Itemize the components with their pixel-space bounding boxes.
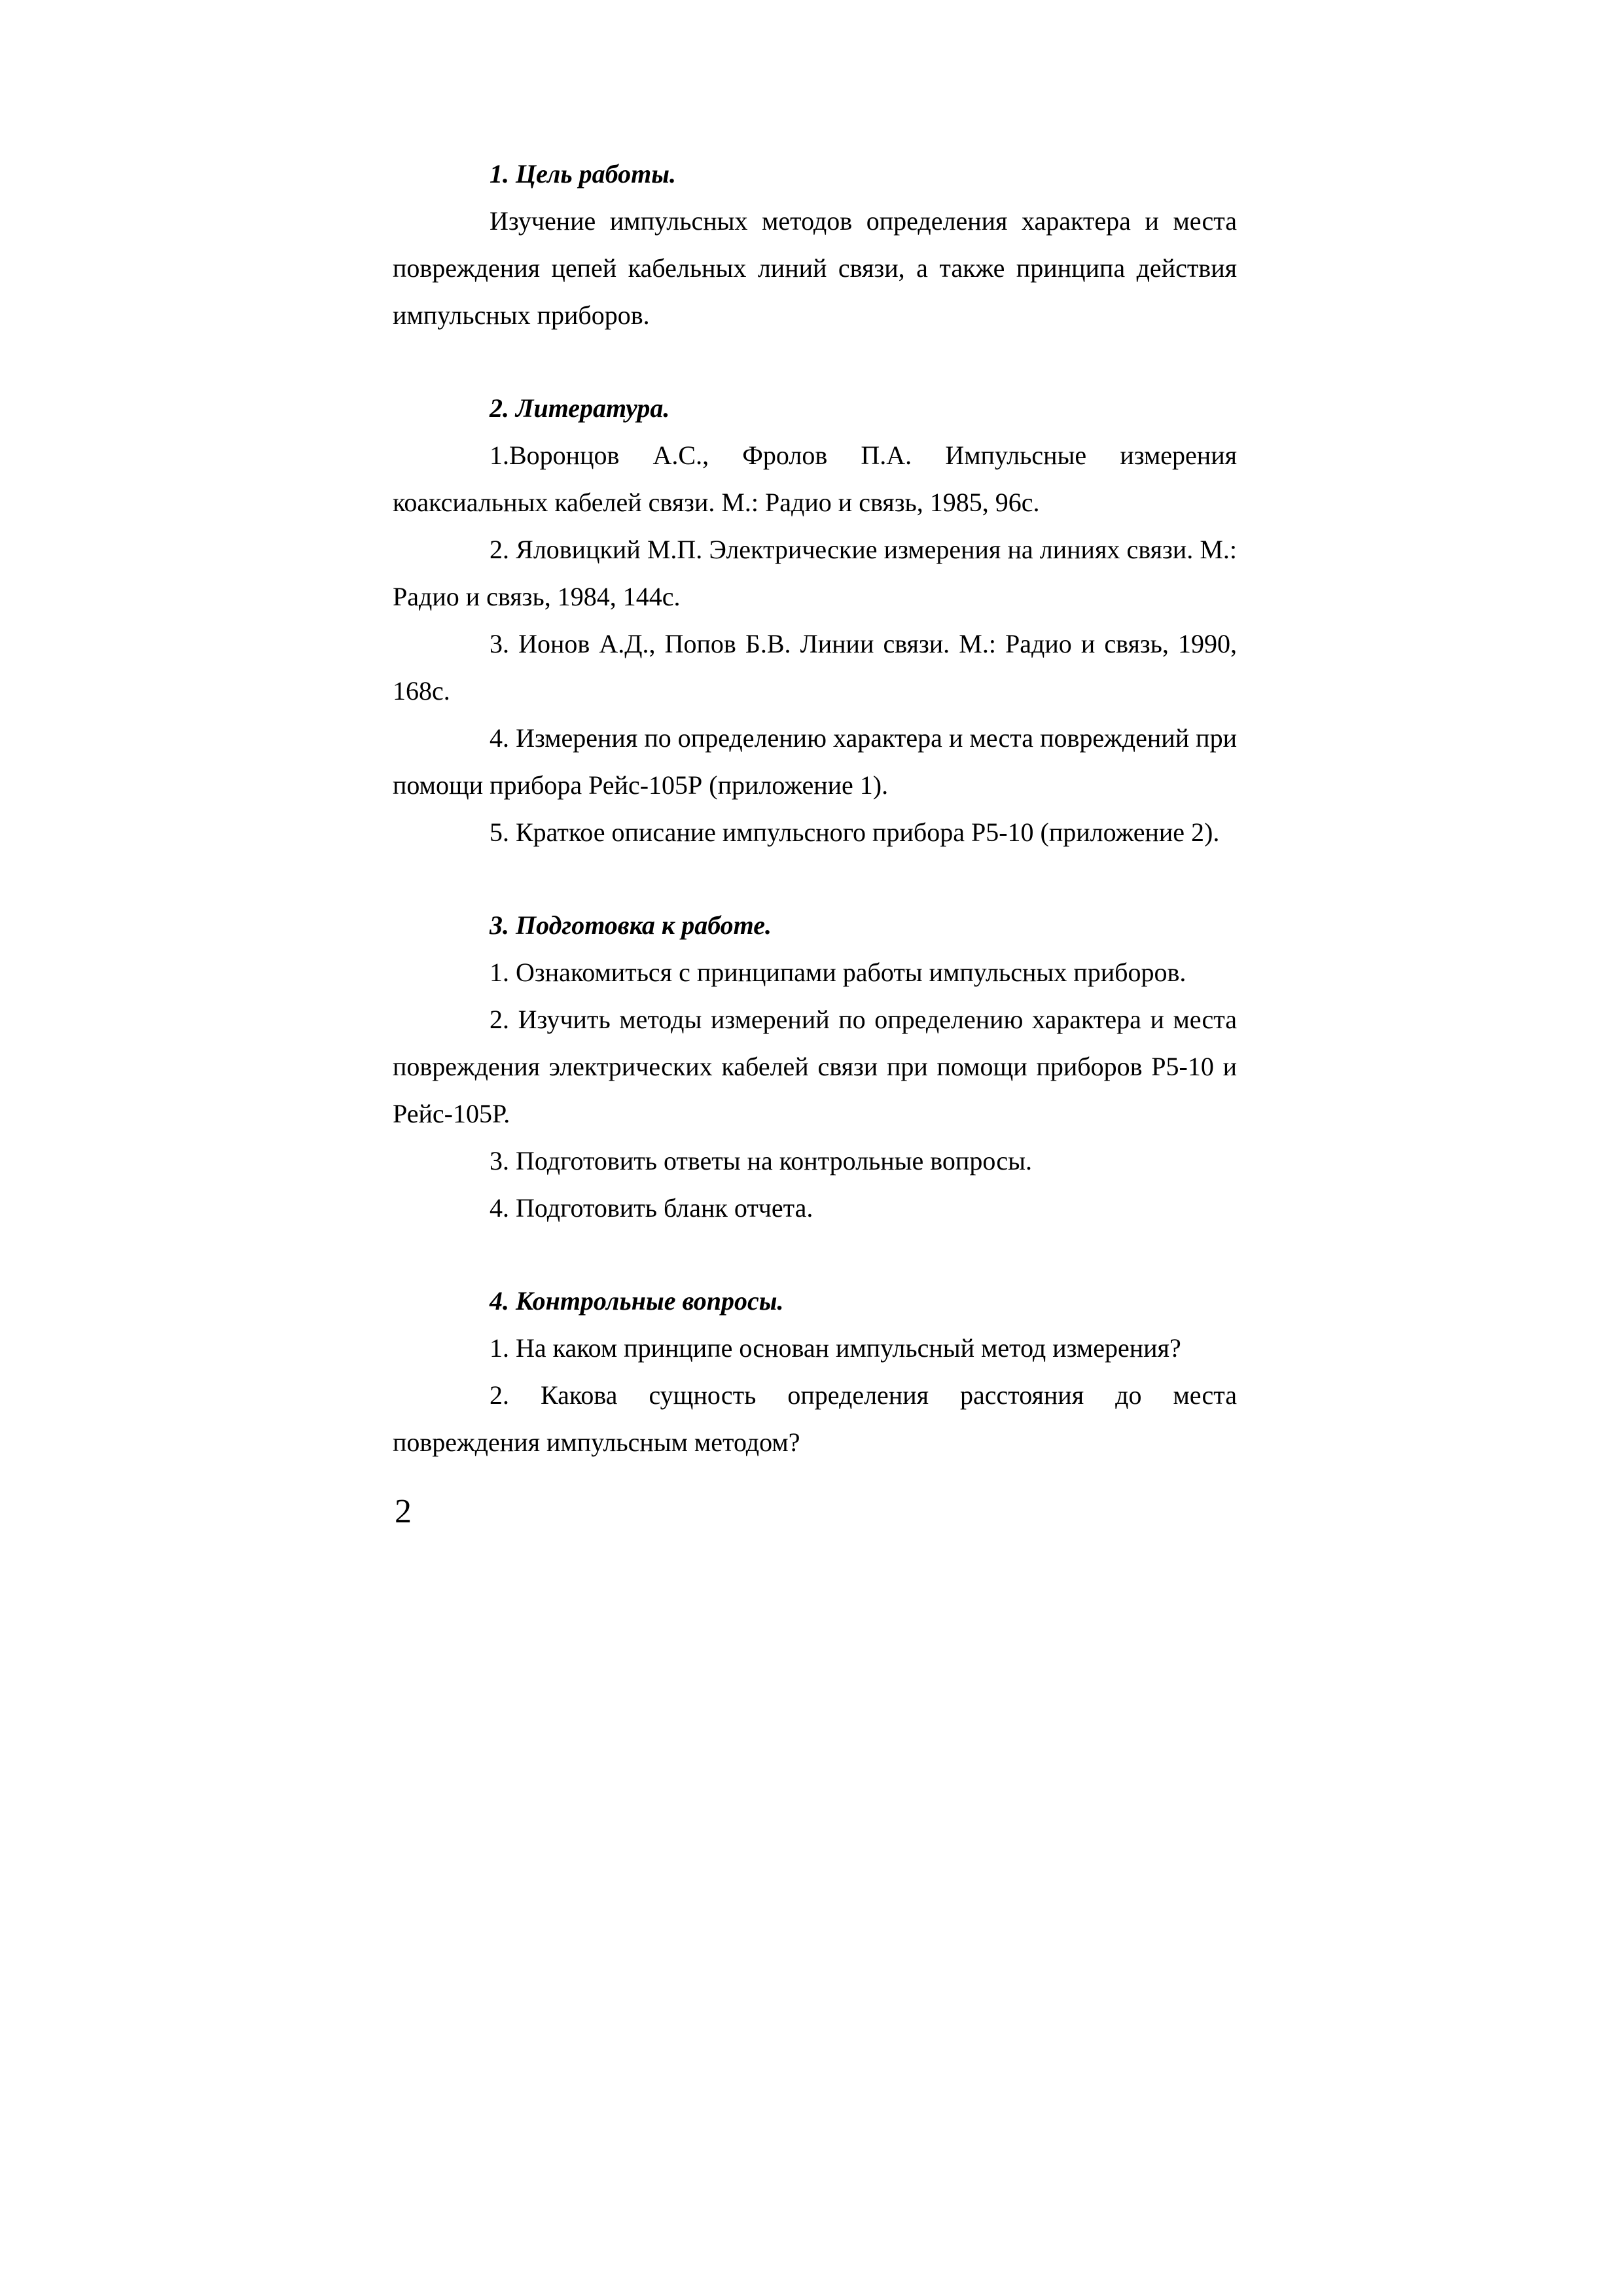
preparation-item: 2. Изучить методы измерений по определению характера и места повреждения электрических кабелей связи при помощи приборов Р5-10 и Рейс-105Р.: [393, 1005, 1237, 1128]
preparation-item: 4. Подготовить бланк отчета.: [490, 1193, 813, 1223]
literature-item: 5. Краткое описание импульсного прибора Р5-10 (приложение 2).: [490, 817, 1220, 847]
section-heading: 1. Цель работы.: [490, 159, 676, 188]
literature-item: 2. Яловицкий М.П. Электрические измерения на линиях связи. М.: Радио и связь, 1984, 144с.: [393, 535, 1237, 611]
section-preparation: [393, 902, 1237, 1232]
page-number: 2: [395, 1493, 412, 1530]
section-heading: 2. Литература.: [490, 393, 670, 423]
section-goal: [393, 151, 1237, 339]
literature-item: 4. Измерения по определению характера и места повреждений при помощи прибора Рейс-105Р (приложение 1).: [393, 723, 1237, 800]
section-heading: 4. Контрольные вопросы.: [490, 1286, 784, 1316]
preparation-item: 1. Ознакомиться с принципами работы импульсных приборов.: [490, 958, 1186, 987]
question-item: 1. На каком принципе основан импульсный метод измерения?: [490, 1333, 1181, 1363]
question-item: 2. Какова сущность определения расстояния до места повреждения импульсным методом?: [393, 1380, 1237, 1457]
document-page: [393, 151, 1237, 1512]
section-questions: [393, 1278, 1237, 1466]
preparation-item: 3. Подготовить ответы на контрольные вопросы.: [490, 1146, 1032, 1175]
literature-item: 1.Воронцов А.С., Фролов П.А. Импульсные измерения коаксиальных кабелей связи. М.: Радио и связь, 1985, 96с.: [393, 440, 1237, 517]
paragraph: Изучение импульсных методов определения характера и места повреждения цепей кабельных линий связи, а также принципа действия импульсных приборов.: [393, 206, 1237, 330]
section-heading: 3. Подготовка к работе.: [490, 910, 772, 940]
literature-item: 3. Ионов А.Д., Попов Б.В. Линии связи. М.: Радио и связь, 1990, 168с.: [393, 629, 1237, 706]
section-literature: [393, 385, 1237, 856]
